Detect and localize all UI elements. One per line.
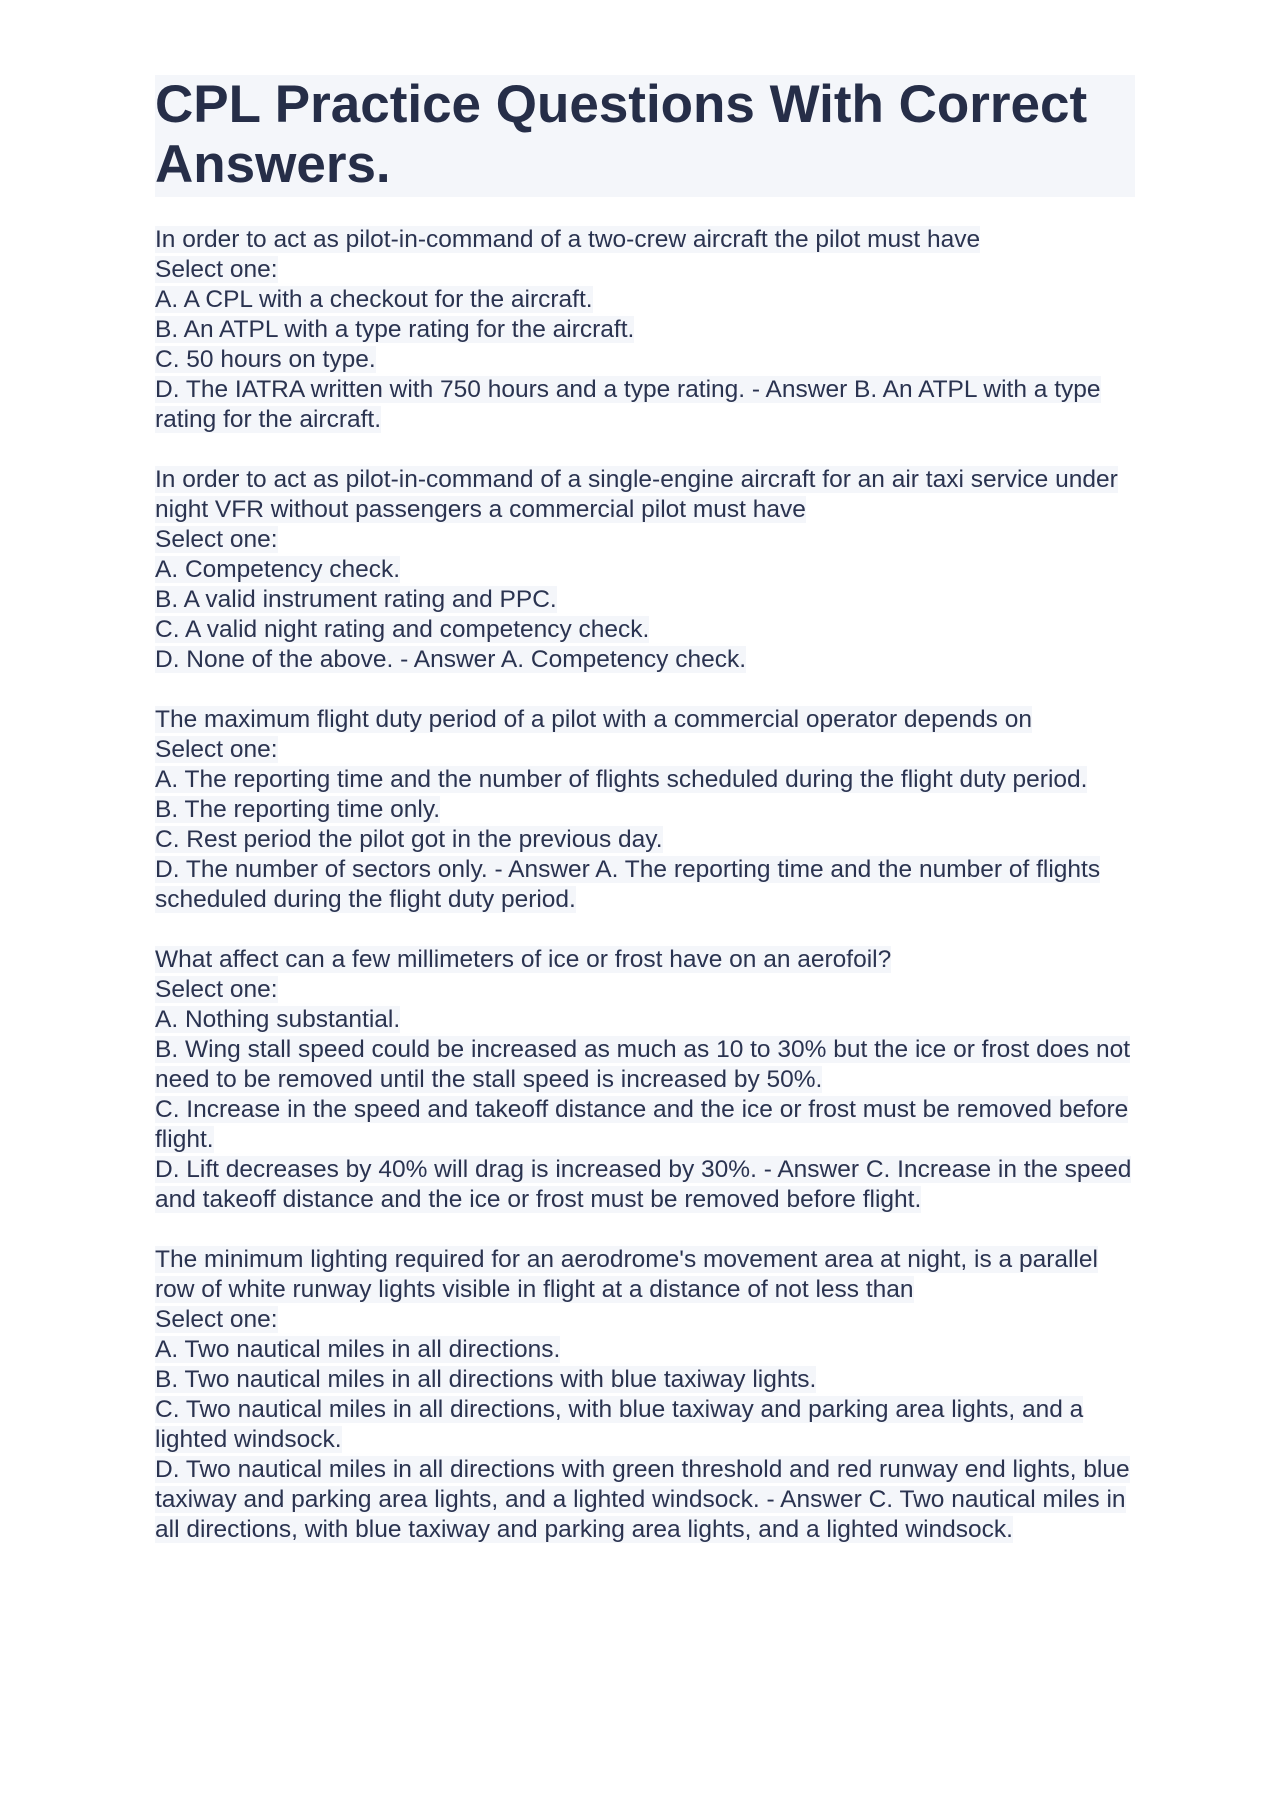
- select-one-label: Select one:: [155, 256, 278, 283]
- select-one-label: Select one:: [155, 976, 278, 1003]
- answer-option: A. The reporting time and the number of flights scheduled during the flight duty period.: [155, 766, 1088, 793]
- answer-option: B. Two nautical miles in all directions with blue taxiway lights.: [155, 1366, 817, 1393]
- question-block: [155, 225, 1135, 435]
- answer-option: C. 50 hours on type.: [155, 346, 376, 373]
- answer-option-with-answer: D. Two nautical miles in all directions with green threshold and red runway end lights, blue taxiway and parking area lights, and a lighted windsock. - Answer C. Two nautical miles in all directions, with blue taxiway and parking area lights, and a lighted windsock.: [155, 1456, 1130, 1543]
- answer-option: C. Rest period the pilot got in the previous day.: [155, 826, 663, 853]
- question-prompt: The minimum lighting required for an aerodrome's movement area at night, is a parallel row of white runway lights visible in flight at a distance of not less than: [155, 1246, 1098, 1303]
- answer-option: A. A CPL with a checkout for the aircraft.: [155, 286, 593, 313]
- answer-option: A. Nothing substantial.: [155, 1006, 401, 1033]
- answer-option: B. A valid instrument rating and PPC.: [155, 586, 557, 613]
- answer-option-with-answer: D. The IATRA written with 750 hours and a type rating. - Answer B. An ATPL with a type rating for the aircraft.: [155, 376, 1101, 433]
- question-block: [155, 1245, 1135, 1545]
- question-prompt: The maximum flight duty period of a pilot with a commercial operator depends on: [155, 706, 1032, 733]
- answer-option: B. Wing stall speed could be increased as much as 10 to 30% but the ice or frost does not need to be removed until the stall speed is increased by 50%.: [155, 1036, 1131, 1093]
- question-prompt: What affect can a few millimeters of ice or frost have on an aerofoil?: [155, 946, 892, 973]
- answer-option-with-answer: D. None of the above. - Answer A. Competency check.: [155, 646, 747, 673]
- answer-option-with-answer: D. Lift decreases by 40% will drag is increased by 30%. - Answer C. Increase in the speed and takeoff distance and the ice or frost must be removed before flight.: [155, 1156, 1132, 1213]
- answer-option: C. Two nautical miles in all directions, with blue taxiway and parking area lights, and a lighted windsock.: [155, 1396, 1084, 1453]
- answer-option: A. Competency check.: [155, 556, 401, 583]
- question-block: [155, 945, 1135, 1215]
- answer-option: C. Increase in the speed and takeoff distance and the ice or frost must be removed before flight.: [155, 1096, 1129, 1153]
- document-title: CPL Practice Questions With Correct Answers.: [155, 75, 1135, 197]
- question-prompt: In order to act as pilot-in-command of a two-crew aircraft the pilot must have: [155, 226, 981, 253]
- answer-option: C. A valid night rating and competency check.: [155, 616, 650, 643]
- question-list: [155, 225, 1135, 1545]
- question-block: [155, 465, 1135, 675]
- answer-option: B. An ATPL with a type rating for the aircraft.: [155, 316, 635, 343]
- answer-option: B. The reporting time only.: [155, 796, 441, 823]
- select-one-label: Select one:: [155, 1306, 278, 1333]
- select-one-label: Select one:: [155, 526, 278, 553]
- answer-option-with-answer: D. The number of sectors only. - Answer A. The reporting time and the number of flights scheduled during the flight duty period.: [155, 856, 1101, 913]
- question-prompt: In order to act as pilot-in-command of a single-engine aircraft for an air taxi service under night VFR without passengers a commercial pilot must have: [155, 466, 1118, 523]
- document-page: [155, 75, 1135, 1575]
- select-one-label: Select one:: [155, 736, 278, 763]
- question-block: [155, 705, 1135, 915]
- answer-option: A. Two nautical miles in all directions.: [155, 1336, 561, 1363]
